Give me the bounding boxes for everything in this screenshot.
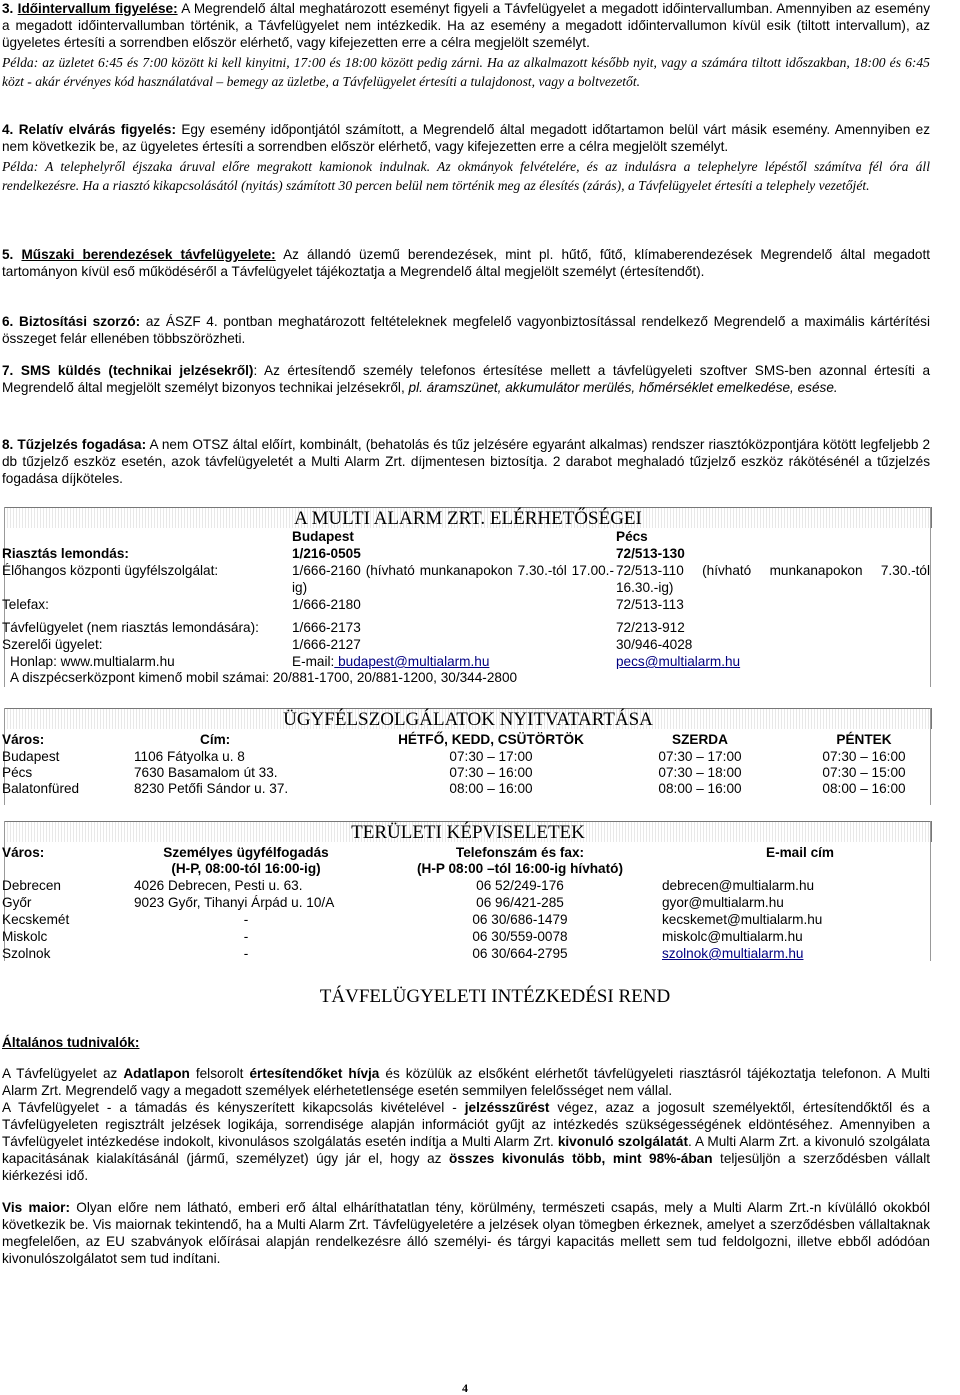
region-row-address: 9023 Győr, Tihanyi Árpád u. 10/A: [134, 895, 335, 910]
region-row-address: -: [243, 929, 249, 944]
section-4-text: [2, 121, 930, 155]
section-8-text: [2, 436, 930, 487]
hours-header-fri: PÉNTEK: [836, 732, 892, 747]
section-7-title: SMS küldés (technikai jelzésekről): [20, 363, 254, 378]
section-3-example: [2, 53, 930, 91]
section-3-number: 3.: [2, 1, 14, 16]
hours-row-wed: 07:30 – 18:00: [658, 765, 742, 780]
p2-e: . A Multi Alarm Zrt. a kivonuló szolgálata kapacitásának kialakításánál (jármű, személyzet) úgy jár el, hogy az: [2, 1134, 930, 1166]
section-7-examples: pl. áramszünet, akkumulátor merülés, hőmérséklet emelkedése, esése.: [404, 380, 838, 395]
regions-header-personal: Személyes ügyfélfogadás: [163, 845, 329, 860]
hours-row-address: 8230 Petőfi Sándor u. 37.: [134, 781, 289, 796]
p2-c: végez, azaz a jogosult személyektől, értesítendőktől és a Távfelügyeleten regisztrált jelzések logikája, sorrendisége alapján információt gyűjt az intézkedés szükségességének eldöntéséhez. Amennyiben a Távfelügyelet intézkedése indokolt, kivonulásos szolgálatás esetén indítja a Multi Alarm Zrt.: [2, 1100, 930, 1149]
email-pecs: [616, 653, 740, 670]
hours-row-mon-tue-thu: 08:00 – 16:00: [449, 781, 533, 796]
regions-heading: [4, 821, 932, 842]
region-row-phone: 06 96/421-285: [476, 895, 564, 910]
section-5: [2, 246, 930, 280]
region-row-city: Győr: [2, 895, 32, 910]
regions-header-city: Város:: [2, 845, 45, 860]
section-5-title: Műszaki berendezések távfelügyelete:: [21, 247, 276, 262]
region-row-address: -: [243, 946, 249, 961]
contact-row-label: Távfelügyelet (nem riasztás lemondására):: [2, 620, 259, 635]
section-4-title: Relatív elvárás figyelés:: [18, 122, 176, 137]
contacts-right-rule: [930, 507, 931, 687]
p3-b: Olyan előre nem látható, emberi erő által elháríthatatlan tény, körülmény, természeti csapás, mely a Multi Alarm Zrt.-n kívülálló okokból következik be. Vis maiornak tekintendő, ha a Multi Alarm Zrt. Távfelügyeletére a jelzések olyan tömegben érkeznek, amelyet a szerződésben vállaltaknak megfelelően, az EU szabványok előírásai alapján rendelkezésre álló személyi- és tárgyi kapacitás mellett sem tud feldolgozni, illetve ebből adódóan kivonulószolgálatot sem tud indítani.: [2, 1200, 930, 1266]
section-5-number: 5.: [2, 247, 14, 262]
section-7-body: : Az értesítendő személy telefonos értesítése mellett a távfelügyeleti szoftver SMS-ben azonnal értesíti a Megrendelő által megjelölt személyt bizonyos technikai jelzésekről,: [2, 363, 931, 395]
hours-row-address: 1106 Fátyolka u. 8: [134, 749, 245, 764]
section-4-number: 4.: [2, 122, 14, 137]
contacts-heading: [4, 507, 932, 528]
contact-row-label: Szerelői ügyelet:: [2, 637, 103, 652]
procedure-paragraph-1: [2, 1065, 930, 1099]
hours-header-address: Cím:: [200, 732, 231, 747]
p2-b: jelzésszűrést: [464, 1100, 550, 1115]
region-row-city: Kecskemét: [2, 912, 70, 927]
email-label: [292, 653, 489, 670]
hours-row-city: Budapest: [2, 749, 60, 764]
section-8-title: Tűzjelzés fogadása:: [17, 437, 147, 452]
page-number: 4: [462, 1381, 468, 1395]
p1-a: A Távfelügyelet az: [2, 1066, 124, 1081]
section-4: [2, 121, 930, 195]
contact-row-pecs: 72/513-113: [616, 597, 684, 612]
p2-f: összes kivonulás több, mint 98%-ában: [449, 1151, 713, 1166]
email-pecs-link[interactable]: pecs@multialarm.hu: [616, 654, 741, 669]
section-6-text: [2, 313, 930, 347]
region-row-email[interactable]: miskolc@multialarm.hu: [662, 929, 803, 944]
section-8: [2, 436, 930, 487]
contacts-col-pecs: Pécs: [616, 529, 648, 544]
regions-header-phone: Telefonszám és fax:: [455, 845, 585, 860]
regions-right-rule: [930, 821, 931, 961]
region-row-city: Szolnok: [2, 946, 51, 961]
procedure-body: [2, 1065, 930, 1267]
procedure-subtitle: Általános tudnivalók:: [2, 1035, 140, 1050]
hours-title: ÜGYFÉLSZOLGÁLATOK NYITVATARTÁSA: [283, 709, 653, 730]
region-row-address: -: [243, 912, 249, 927]
p1-b: Adatlapon: [123, 1066, 190, 1081]
p2-d: kivonuló szolgálatát: [557, 1134, 688, 1149]
section-3-title: Időintervallum figyelése:: [17, 1, 178, 16]
contact-row-bp: 1/216-0505: [292, 546, 361, 561]
email-label-text: E-mail:: [292, 654, 335, 669]
p3-a: Vis maior:: [2, 1200, 70, 1215]
regions-title: TERÜLETI KÉPVISELETEK: [351, 822, 585, 843]
hours-row-city: Pécs: [2, 765, 33, 780]
hours-header-mon-tue-thu: HÉTFŐ, KEDD, CSÜTÖRTÖK: [398, 732, 584, 747]
procedure-title: TÁVFELÜGYELETI INTÉZKEDÉSI REND: [319, 986, 671, 1007]
hours-row-fri: 07:30 – 15:00: [822, 765, 906, 780]
section-7-text: [2, 362, 930, 396]
region-row-phone: 06 30/686-1479: [472, 912, 568, 927]
hours-row-wed: 07:30 – 17:00: [658, 749, 742, 764]
contact-row-pecs: 72/213-912: [616, 620, 685, 635]
region-row-city: Debrecen: [2, 878, 61, 893]
dispatch-mobile-numbers: A diszpécserközpont kimenő mobil számai: 20/881-1700, 20/881-1200, 30/344-2800: [10, 670, 518, 685]
contact-row-label: Élőhangos központi ügyfélszolgálat:: [2, 563, 219, 578]
regions-header-phone-hours: (H-P 08:00 –tól 16:00-ig hívható): [417, 861, 623, 876]
section-6-title: Biztosítási szorzó:: [19, 314, 141, 329]
contact-row-label: Telefax:: [2, 597, 49, 612]
region-row-phone: 06 30/664-2795: [472, 946, 568, 961]
contact-row-bp: 1/666-2180: [292, 597, 361, 612]
hours-row-mon-tue-thu: 07:30 – 17:00: [449, 749, 533, 764]
p1-c: felsorolt: [189, 1066, 250, 1081]
section-3-example-a: Példa: az üzletet 6:45 és 7:00 között ki kell kinyitni, 17:00 és 18:00 között pedig zárni.: [2, 55, 483, 70]
contacts-col-budapest: Budapest: [292, 529, 354, 544]
section-3: [2, 0, 930, 91]
hours-header-city: Város:: [2, 732, 45, 747]
contact-row-pecs: 72/513-130: [616, 546, 685, 561]
region-row-city: Miskolc: [2, 929, 48, 944]
region-row-email[interactable]: debrecen@multialarm.hu: [662, 878, 815, 893]
region-row-email[interactable]: gyor@multialarm.hu: [662, 895, 784, 910]
hours-row-wed: 08:00 – 16:00: [658, 781, 742, 796]
region-row-email[interactable]: kecskemet@multialarm.hu: [662, 912, 823, 927]
section-3-text: [2, 0, 930, 51]
hours-row-address: 7630 Basamalom út 33.: [134, 765, 278, 780]
section-3-body: A Megrendelő által meghatározott eseményt figyeli a Távfelügyelet a megadott időintervallumban. Amennyiben az esemény a megadott időintervallumban történik, a Távfelügyelet nem intézkedik. Ha az esemény a megadott időintervallumon kívül esik (tiltott intervallum), az ügyeletes értesíti a sorrendben először elérhető, vagy kifejezetten erre a célra megjelölt személyt.: [2, 1, 931, 50]
hours-row-city: Balatonfüred: [2, 781, 80, 796]
contacts-title: A MULTI ALARM ZRT. ELÉRHETŐSÉGEI: [294, 508, 642, 529]
section-7: [2, 362, 930, 396]
regions-header-personal-hours: (H-P, 08:00-tól 16:00-ig): [171, 861, 321, 876]
contact-row-label: Riasztás lemondás:: [2, 546, 129, 561]
section-6-body: az ÁSZF 4. pontban meghatározott feltételeknek megfelelő vagyonbiztosítással rendelkező Megrendelő a maximális kártérítési összeget felár ellenében többszörözheti.: [2, 314, 930, 346]
region-row-phone: 06 52/249-176: [476, 878, 564, 893]
regions-header-email: E-mail cím: [766, 845, 834, 860]
section-8-number: 8.: [2, 437, 14, 452]
section-4-example: Példa: A telephelyről éjszaka áruval előre megrakott kamionok indulnak. Az okmányok felvételére, és az indulásra a telephelyre lépéstől számítva fél óra áll rendelkezésre. Ha a riasztó kikapcsolásától (nyitás) számított 30 percen belül nem történik meg az élesítés (zárás), a Távfelügyelet értesíti a telephely vezetőjét.: [2, 159, 930, 193]
contact-row-bp: 1/666-2173: [292, 620, 361, 635]
section-6-number: 6.: [2, 314, 14, 329]
section-5-text: [2, 246, 930, 280]
website-text[interactable]: Honlap: www.multialarm.hu: [10, 654, 175, 669]
procedure-paragraph-2: [2, 1099, 930, 1184]
contact-row-bp: 1/666-2160 (hívható munkanapokon 7.30.-tól 17.00.-ig): [292, 563, 614, 595]
hours-row-mon-tue-thu: 07:30 – 16:00: [449, 765, 533, 780]
p2-a: A Távfelügyelet - a támadás és kényszerített kikapcsolás kivételével -: [2, 1100, 465, 1115]
section-7-number: 7.: [2, 363, 14, 378]
section-4-body: Egy esemény időpontjától számított, a Megrendelő által megadott időtartamon belül várt másik esemény. Amennyiben ez nem következik be, az ügyeletes értesíti a sorrendben először elérhető, vagy kifejezetten erre a célra megjelölt személyt.: [2, 122, 931, 154]
hours-row-fri: 08:00 – 16:00: [822, 781, 906, 796]
region-row-address: 4026 Debrecen, Pesti u. 63.: [134, 878, 303, 893]
contact-row-pecs: 30/946-4028: [616, 637, 693, 652]
section-6: [2, 313, 930, 347]
hours-heading: [4, 708, 932, 729]
section-3-example-b: Ha az alkalmazott később nyit, vagy a számára tiltott időszakban, 18:00 és 6:45 közt - akár érvényes kód használatával – bemegy az üzletbe, a Távfelügyelet értesíti a tulajdonost, vagy a boltvezetőt.: [2, 55, 930, 89]
procedure-paragraph-3: [2, 1199, 930, 1267]
hours-header-wed: SZERDA: [672, 732, 728, 747]
section-5-body: Az állandó üzemű berendezések, mint pl. hűtő, fűtő, klímaberendezések Megrendelő által megadott tartományon kívül eső működéséről a Távfelügyelet tájékoztatja a Megrendelő által megjelölt személyt (értesítendőt).: [2, 247, 931, 279]
region-row-email[interactable]: szolnok@multialarm.hu: [662, 946, 804, 961]
p1-d: értesítendőket hívja: [249, 1066, 380, 1081]
section-8-body: A nem OTSZ által előírt, kombinált, (behatolás és tűz jelzésére egyaránt alkalmas) rendszer riasztóközpontjára kötött legfeljebb 2 db tűzjelző eszköz esetén, azok távfelügyeletét a Multi Alarm Zrt. díjmentesen biztosítja. 2 darabot meghaladó tűzjelző eszköz rákötésénél a tűzjelzés fogadása díjköteles.: [2, 437, 931, 486]
p1-e: és közülük az elsőként elérhetőt távfelügyeleti riasztásról tájékoztatja telefonon. A Multi Alarm Zrt. Megrendelő vagy a megadott személyek elérhetetlensége esetén semmilyen felelősséget nem vállal.: [2, 1066, 930, 1098]
contact-row-bp: 1/666-2127: [292, 637, 361, 652]
hours-row-fri: 07:30 – 16:00: [822, 749, 906, 764]
email-budapest-link[interactable]: budapest@multialarm.hu: [334, 654, 490, 669]
region-row-phone: 06 30/559-0078: [472, 929, 568, 944]
p2-g: teljesüljön a szerződésben vállalt kiérkezési idő.: [2, 1151, 931, 1183]
contact-row-pecs: 72/513-110 (hívható munkanapokon 7.30.-tól 16.30.-ig): [616, 563, 930, 595]
hours-right-rule: [930, 708, 931, 805]
